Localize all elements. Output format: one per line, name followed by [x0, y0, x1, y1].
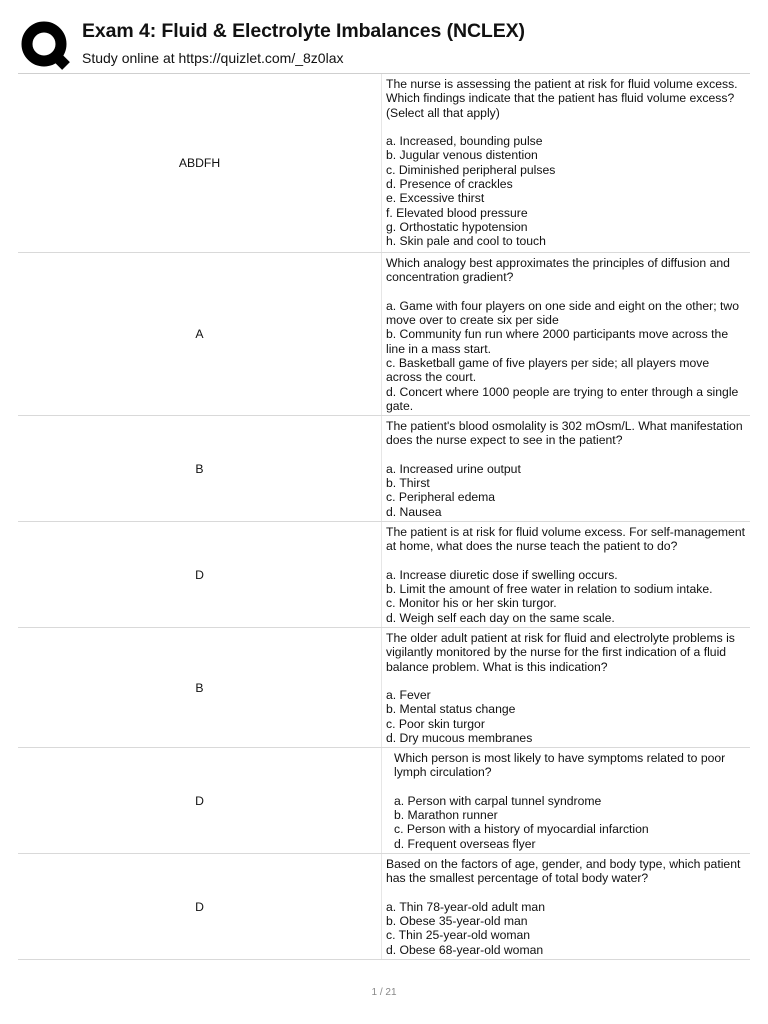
answer-option: c. Peripheral edema [386, 490, 496, 505]
answer-option: d. Nausea [386, 504, 442, 519]
answer-option: b. Marathon runner [394, 808, 498, 823]
answer-option: a. Person with carpal tunnel syndrome [394, 793, 602, 808]
answer-option: a. Increase diuretic dose if swelling occurs. [386, 567, 618, 582]
answer-option: a. Increased, bounding pulse [386, 134, 543, 149]
page-title: Exam 4: Fluid & Electrolyte Imbalances (NCLEX) [82, 20, 525, 42]
question-text: The older adult patient at risk for fluid and electrolyte problems is vigilantly monitored by the nurse for the first indication of a fluid balance problem. What is this indication? [386, 631, 735, 674]
answer-option: d. Presence of crackles [386, 177, 513, 192]
answer-option: d. Dry mucous membranes [386, 731, 533, 746]
question-text: Which person is most likely to have symptoms related to poor lymph circulation? [394, 751, 726, 780]
card-answer: B [18, 416, 382, 521]
page-indicator: 1 / 21 [371, 987, 397, 998]
answer-option: c. Diminished peripheral pulses [386, 162, 556, 177]
answer-option: a. Fever [386, 688, 431, 703]
answer-option: h. Skin pale and cool to touch [386, 234, 546, 249]
study-online-link[interactable]: Study online at https://quizlet.com/_8z0lax [82, 50, 344, 66]
card-question [382, 74, 750, 252]
question-text: Which analogy best approximates the principles of diffusion and concentration gradient? [386, 256, 730, 285]
answer-option: d. Obese 68-year-old woman [386, 942, 544, 957]
card-question [382, 628, 750, 747]
answer-option: d. Weigh self each day on the same scale. [386, 610, 615, 625]
answer-option: d. Concert where 1000 people are trying to enter through a single gate. [386, 384, 739, 413]
card-row [18, 416, 750, 522]
answer-option: e. Excessive thirst [386, 191, 485, 206]
card-question [382, 854, 750, 959]
quizlet-logo-icon [20, 20, 70, 70]
card-row [18, 253, 750, 416]
answer-option: a. Game with four players on one side and eight on the other; two move over to create six per side [386, 298, 739, 328]
answer-option: b. Thirst [386, 476, 430, 491]
question-text: The patient's blood osmolality is 302 mOsm/L. What manifestation does the nurse expect to see in the patient? [386, 419, 743, 448]
card-question [382, 416, 750, 521]
flashcard-table [18, 73, 750, 960]
card-answer: D [18, 522, 382, 627]
answer-option: c. Thin 25-year-old woman [386, 928, 531, 943]
answer-option: c. Person with a history of myocardial infarction [394, 822, 649, 837]
question-text: The nurse is assessing the patient at risk for fluid volume excess. Which findings indicate that the patient has fluid volume excess? (Select all that apply) [386, 77, 738, 120]
card-answer: D [18, 748, 382, 853]
answer-option: f. Elevated blood pressure [386, 205, 528, 220]
card-answer: B [18, 628, 382, 747]
question-text: The patient is at risk for fluid volume excess. For self-management at home, what does the nurse teach the patient to do? [386, 525, 746, 554]
card-question [382, 253, 750, 415]
card-row [18, 854, 750, 960]
page-header [18, 14, 750, 74]
answer-option: b. Jugular venous distention [386, 148, 538, 163]
card-row [18, 628, 750, 748]
answer-option: c. Basketball game of five players per side; all players move across the court. [386, 356, 710, 385]
answer-option: b. Community fun run where 2000 participants move across the line in a mass start. [386, 327, 729, 356]
card-row [18, 748, 750, 854]
question-text: Based on the factors of age, gender, and body type, which patient has the smallest percentage of total body water? [386, 857, 741, 886]
card-answer: ABDFH [18, 74, 382, 252]
answer-option: c. Monitor his or her skin turgor. [386, 596, 557, 611]
card-answer: D [18, 854, 382, 959]
card-question [382, 748, 750, 853]
answer-option: a. Thin 78-year-old adult man [386, 899, 545, 914]
answer-option: a. Increased urine output [386, 461, 521, 476]
card-answer: A [18, 253, 382, 415]
answer-option: b. Limit the amount of free water in relation to sodium intake. [386, 582, 713, 597]
card-question [382, 522, 750, 627]
answer-option: c. Poor skin turgor [386, 716, 485, 731]
answer-option: d. Frequent overseas flyer [394, 836, 536, 851]
card-row [18, 74, 750, 253]
answer-option: b. Mental status change [386, 702, 516, 717]
card-row [18, 522, 750, 628]
answer-option: g. Orthostatic hypotension [386, 219, 528, 234]
answer-option: b. Obese 35-year-old man [386, 914, 528, 929]
